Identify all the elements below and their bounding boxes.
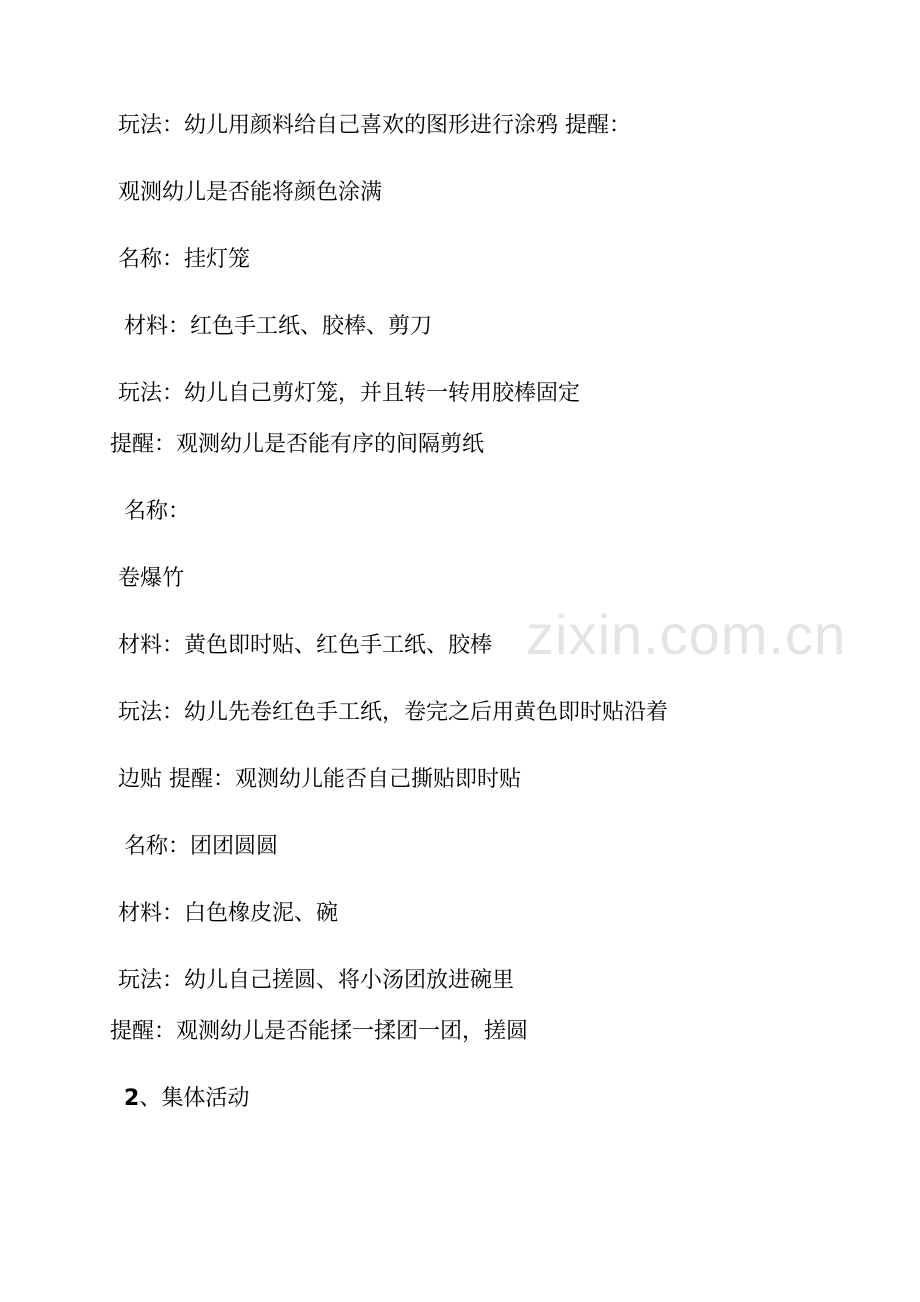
- section-number: 2: [124, 1086, 140, 1111]
- watermark: zixin.com.cn: [526, 603, 847, 666]
- text-line-reminder-reunion: 提醒：观测幼儿是否能揉一揉团一团，搓圆: [110, 1019, 529, 1044]
- text-line-materials-reunion: 材料：白色橡皮泥、碗: [118, 901, 339, 926]
- text-line-play-method-1: 玩法：幼儿用颜料给自己喜欢的图形进行涂鸦 提醒：: [118, 113, 631, 138]
- text-line-play-method-lantern: 玩法：幼儿自己剪灯笼，并且转一转用胶棒固定: [118, 381, 581, 406]
- text-line-name-lantern: 名称：挂灯笼: [118, 247, 251, 272]
- text-line-name-reunion: 名称：团团圆圆: [124, 834, 279, 859]
- section-heading: [124, 1085, 249, 1113]
- text-line-play-method-reunion: 玩法：幼儿自己搓圆、将小汤团放进碗里: [118, 968, 515, 993]
- text-line-name-label: 名称：: [124, 499, 191, 524]
- text-line-materials-lantern: 材料：红色手工纸、胶棒、剪刀: [124, 314, 433, 339]
- text-line-reminder-firecracker: 边贴 提醒：观测幼儿能否自己撕贴即时贴: [118, 767, 521, 792]
- text-line-reminder-lantern: 提醒：观测幼儿是否能有序的间隔剪纸: [110, 432, 485, 457]
- text-line-materials-firecracker: 材料：黄色即时贴、红色手工纸、胶棒: [118, 633, 493, 658]
- text-line-play-method-firecracker: 玩法：幼儿先卷红色手工纸，卷完之后用黄色即时贴沿着: [118, 700, 669, 725]
- text-line-name-firecracker: 卷爆竹: [118, 566, 185, 591]
- section-title: 、集体活动: [139, 1086, 250, 1111]
- text-line-observe-1: 观测幼儿是否能将颜色涂满: [118, 180, 383, 205]
